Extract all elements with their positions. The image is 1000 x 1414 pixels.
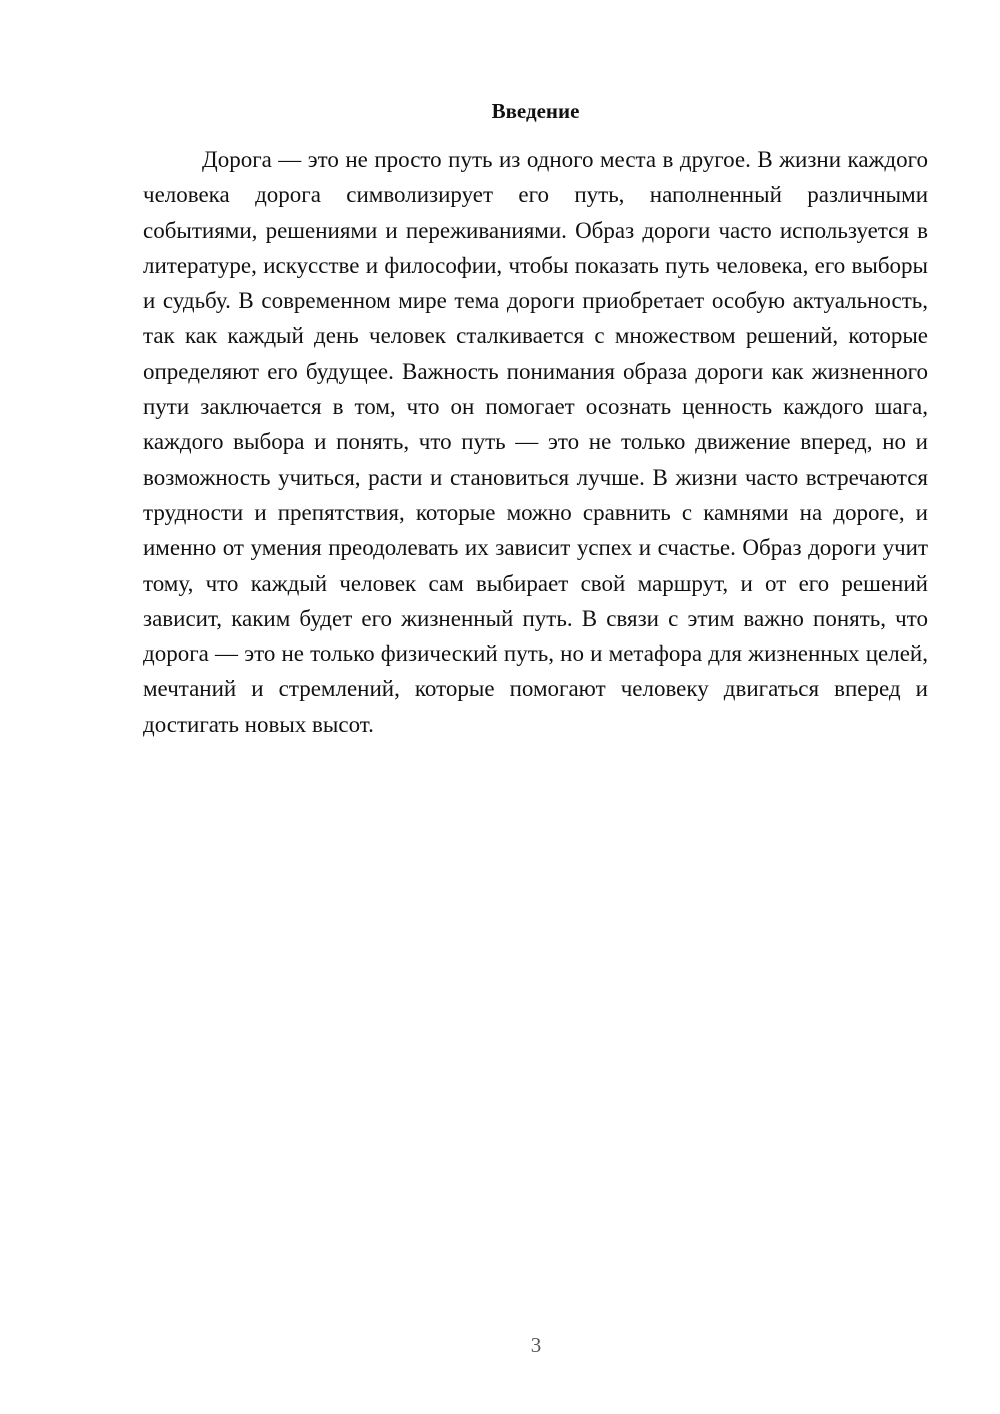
page-number: 3 xyxy=(530,1333,542,1357)
body-paragraph: Дорога — это не просто путь из одного места в другое. В жизни каждого человека дорога символизирует его путь, наполненный различными событиями, решениями и переживаниями. Образ дороги часто используется в литературе, искусстве и философии, чтобы показать путь человека, его выборы и судьбу. В современном мире тема дороги приобретает особую актуальность, так как каждый день человек сталкивается с множеством решений, которые определяют его будущее. Важность понимания образа дороги как жизненного пути заключается в том, что он помогает осознать ценность каждого шага, каждого выбора и понять, что путь — это не только движение вперед, но и возможность учиться, расти и становиться лучше. В жизни часто встречаются трудности и препятствия, которые можно сравнить с камнями на дороге, и именно от умения преодолевать их зависит успех и счастье. Образ дороги учит тому, что каждый человек сам выбирает свой маршрут, и от его решений зависит, каким будет его жизненный путь. В связи с этим важно понять, что дорога — это не только физический путь, но и метафора для жизненных целей, мечтаний и стремлений, которые помогают человеку двигаться вперед и достигать новых высот. xyxy=(143,147,928,737)
section-heading: Введение xyxy=(491,99,580,123)
